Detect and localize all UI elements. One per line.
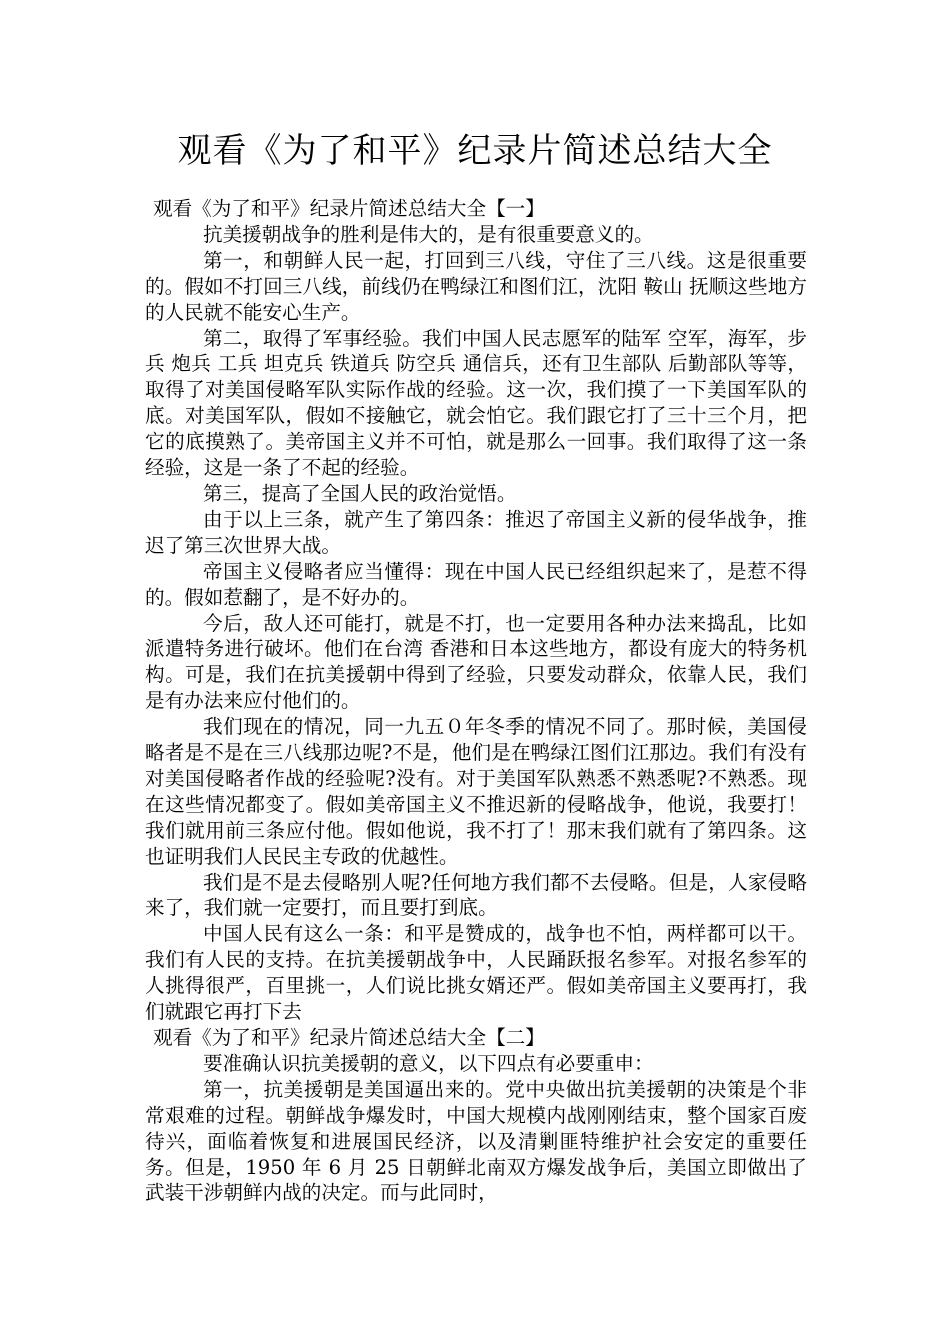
paragraph: 我们现在的情况，同一九五０年冬季的情况不同了。那时候，美国侵略者是不是在三八线那边呢?不是，他们是在鸭绿江图们江那边。我们有没有对美国侵略者作战的经验呢?没有。对于美国军队熟悉不熟悉呢?不熟悉。现在这些情况都变了。假如美帝国主义不推迟新的侵略战争，他说，我要打！我们就用前三条应付他。假如他说，我不打了！那末我们就有了第四条。这也证明我们人民民主专政的优越性。 [145,715,807,868]
section-heading-1: 观看《为了和平》纪录片简述总结大全【一】 [153,197,545,220]
paragraph: 抗美援朝战争的胜利是伟大的，是有很重要意义的。 [203,222,654,246]
paragraph: 第三，提高了全国人民的政治觉悟。 [203,481,517,505]
document-body [145,196,807,1206]
paragraph: 帝国主义侵略者应当懂得：现在中国人民已经组织起来了，是惹不得的。假如惹翻了，是不好办的。 [145,559,807,609]
paragraph: 中国人民有这么一条：和平是赞成的，战争也不怕，两样都可以干。我们有人民的支持。在抗美援朝战争中，人民踊跃报名参军。对报名参军的人挑得很严，百里挑一，人们说比挑女婿还严。假如美帝国主义要再打，我们就跟它再打下去 [145,922,807,1024]
paragraph: 第一，抗美援朝是美国逼出来的。党中央做出抗美援朝的决策是个非常艰难的过程。朝鲜战争爆发时，中国大规模内战刚刚结束，整个国家百废待兴，面临着恢复和进展国民经济，以及清剿匪特维护社会安定的重要任务。但是，1950 年 6 月 25 日朝鲜北南双方爆发战争后，美国立即做出了武装干涉朝鲜内战的决定。而与此同时， [145,1077,807,1205]
paragraph: 由于以上三条，就产生了第四条：推迟了帝国主义新的侵华战争，推迟了第三次世界大战。 [145,507,807,557]
paragraph: 要准确认识抗美援朝的意义，以下四点有必要重申： [203,1051,654,1075]
paragraph: 第一，和朝鲜人民一起，打回到三八线，守住了三八线。这是很重要的。假如不打回三八线，前线仍在鸭绿江和图们江，沈阳 鞍山 抚顺这些地方的人民就不能安心生产。 [145,248,807,324]
section-heading-2: 观看《为了和平》纪录片简述总结大全【二】 [153,1026,545,1049]
paragraph: 我们是不是去侵略别人呢?任何地方我们都不去侵略。但是，人家侵略来了，我们就一定要打，而且要打到底。 [145,870,807,920]
document-title: 观看《为了和平》纪录片简述总结大全 [177,131,773,171]
paragraph: 第二，取得了军事经验。我们中国人民志愿军的陆军 空军，海军，步兵 炮兵 工兵 坦克兵 铁道兵 防空兵 通信兵，还有卫生部队 后勤部队等等，取得了对美国侵略军队实际作战的经验。这一次，我们摸了一下美国军队的底。对美国军队，假如不接触它，就会怕它。我们跟它打了三十三个月，把它的底摸熟了。美帝国主义并不可怕，就是那么一回事。我们取得了这一条经验，这是一条了不起的经验。 [145,326,807,480]
paragraph: 今后，敌人还可能打，就是不打，也一定要用各种办法来捣乱，比如派遣特务进行破坏。他们在台湾 香港和日本这些地方，都设有庞大的特务机构。可是，我们在抗美援朝中得到了经验，只要发动群众，依靠人民，我们是有办法来应付他们的。 [145,611,807,713]
